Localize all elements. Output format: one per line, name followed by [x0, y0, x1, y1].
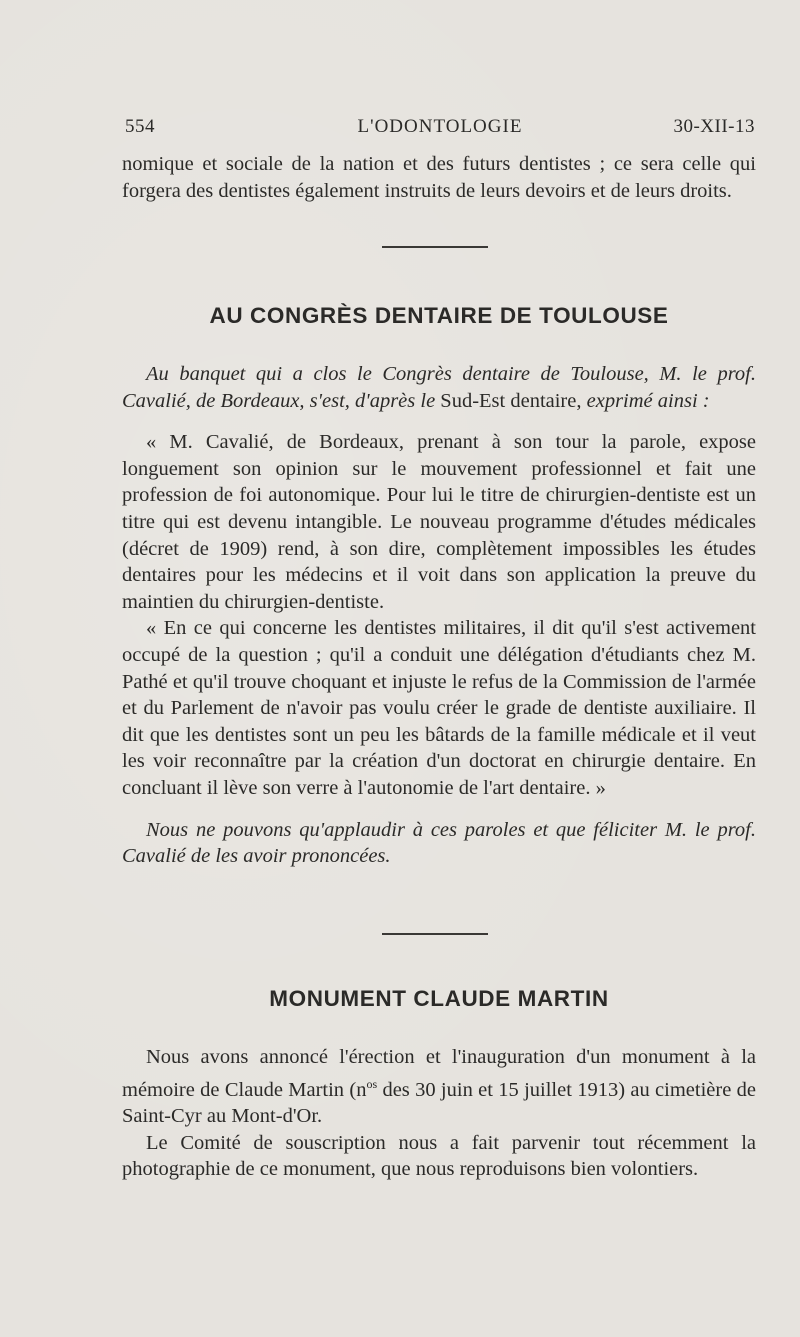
section-title-monument: MONUMENT CLAUDE MARTIN — [269, 986, 609, 1011]
closing-remark: Nous ne pouvons qu'applaudir à ces paroles et que féliciter M. le prof. Cavalié de les avoir prononcées. — [122, 818, 756, 868]
lead-source: Sud-Est dentaire, — [440, 389, 582, 412]
section-title-congres: AU CONGRÈS DENTAIRE DE TOULOUSE — [209, 303, 669, 328]
intro-paragraph-block — [122, 151, 756, 204]
monument-text-a: Nous avons annoncé l'érection et l'inauguration d'un monument à la mémoire de Claude Martin (n — [122, 1046, 756, 1101]
monument-text-b: des 30 juin et 15 juillet 1913) au cimetière de Saint-Cyr au Mont-d'Or. — [122, 1078, 756, 1128]
page-number: 554 — [125, 116, 155, 137]
issue-date: 30-XII-13 — [673, 116, 755, 137]
section-body-congres — [122, 361, 756, 870]
lead-text-b: exprimé ainsi : — [586, 389, 710, 412]
running-header — [125, 116, 755, 144]
journal-title: L'ODONTOLOGIE — [357, 116, 523, 137]
lead-text-a: Au banquet qui a clos le Congrès dentaire de Toulouse, M. le prof. Cavalié, de Bordeaux, s'est, d'après le — [122, 363, 756, 412]
lead-paragraph — [122, 361, 756, 414]
monument-paragraph-1 — [122, 1044, 756, 1130]
quote-paragraph-2: « En ce qui concerne les dentistes militaires, il dit qu'il s'est activement occupé de la question ; qu'il a conduit une délégation d'étudiants chez M. Pathé et qu'il trouve choquant et injuste le refus de la Commission de l'armée et du Parlement de n'avoir pas voulu créer le grade de dentiste auxiliaire. Il dit que les dentistes sont un peu les bâtards de la famille médicale et il veut les voir reconnaître par la création d'un doctorat en chirurgie dentaire. En concluant il lève son verre à l'autonomie de l'art dentaire. » — [122, 617, 756, 799]
section-body-monument — [122, 1044, 756, 1183]
section-divider — [382, 246, 488, 248]
quote-paragraph-1: « M. Cavalié, de Bordeaux, prenant à son tour la parole, expose longuement son opinion sur le mouvement professionnel et fait une profession de foi autonomique. Pour lui le titre de chirurgien-dentiste est un titre qui est devenu intangible. Le nouveau programme d'études médicales (décret de 1909) rend, à son dire, complètement impossibles les études dentaires pour les médecins et il voit dans son application la preuve du maintien du chirurgien-dentiste. — [122, 431, 756, 613]
intro-paragraph: nomique et sociale de la nation et des futurs dentistes ; ce sera celle qui forgera des dentistes également instruits de leurs devoirs et de leurs droits. — [122, 153, 756, 202]
issue-number-abbrev: os — [366, 1076, 378, 1091]
section-divider — [382, 933, 488, 935]
monument-paragraph-2: Le Comité de souscription nous a fait parvenir tout récemment la photographie de ce monument, que nous reproduisons bien volontiers. — [122, 1131, 756, 1181]
